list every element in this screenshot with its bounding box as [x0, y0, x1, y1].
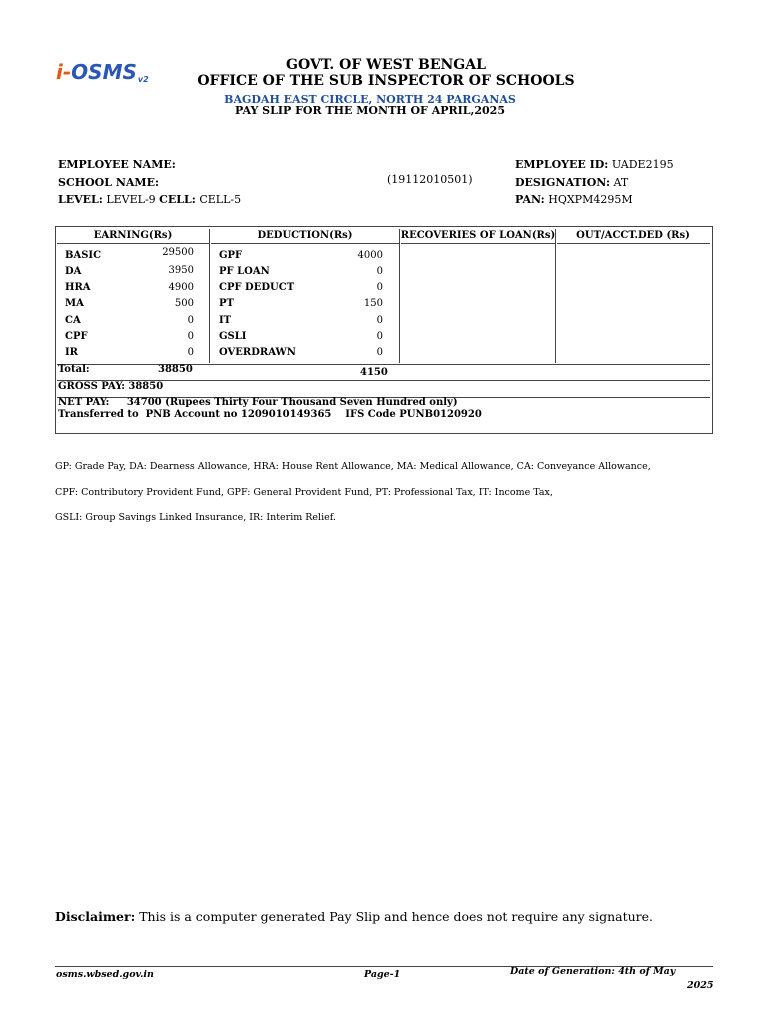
footer-date-line1: Date of Generation: 4th of May: [510, 966, 676, 977]
earning-value: 0: [187, 315, 194, 326]
disclaimer-label: Disclaimer:: [55, 909, 136, 924]
total-label: Total:: [58, 364, 90, 375]
employee-name-row: [58, 158, 176, 171]
cell-label: CELL:: [159, 193, 196, 206]
pan-row: [515, 193, 633, 206]
deduction-label: GSLI: [219, 331, 247, 342]
deduction-label: IT: [219, 315, 232, 326]
col-deduction-header: DEDUCTION(Rs): [257, 230, 353, 241]
employee-id-label: EMPLOYEE ID:: [515, 158, 609, 171]
deduction-value: 0: [376, 347, 383, 358]
deduction-value: 150: [363, 298, 383, 309]
cell-value: CELL-5: [199, 193, 242, 206]
net-pay-label: NET PAY:: [58, 397, 110, 408]
earning-label: DA: [65, 266, 82, 277]
employee-id-value: UADE2195: [611, 158, 674, 171]
legend-line-3: GSLI: Group Savings Linked Insurance, IR: Interim Relief.: [55, 512, 336, 523]
header-circle: BAGDAH EAST CIRCLE, NORTH 24 PARGANAS: [224, 93, 516, 106]
logo-version: v2: [137, 75, 149, 84]
col-recoveries-header: RECOVERIES OF LOAN(Rs): [400, 230, 556, 241]
pan-value: HQXPM4295M: [548, 193, 633, 206]
osms-logo: [56, 60, 149, 84]
net-pay-row: [58, 397, 458, 408]
earning-label: CA: [65, 315, 81, 326]
earning-value: 4900: [168, 282, 194, 293]
deduction-value: 4000: [357, 250, 383, 261]
disclaimer: [55, 909, 653, 924]
legend-line-1: GP: Grade Pay, DA: Dearness Allowance, HRA: House Rent Allowance, MA: Medical Allowance, CA: Conveyance Allowance,: [55, 461, 651, 472]
earning-value: 500: [174, 298, 194, 309]
designation-row: [515, 176, 628, 189]
earning-label: MA: [65, 298, 84, 309]
footer-page: Page-1: [364, 969, 401, 980]
transfer-details: Transferred to PNB Account no 1209010149365 IFS Code PUNB0120920: [58, 409, 482, 420]
total-deduction: 4150: [360, 367, 388, 378]
hdr-line-3: [401, 243, 555, 244]
level-value: LEVEL-9: [106, 193, 156, 206]
deduction-value: 0: [376, 282, 383, 293]
gross-pay: GROSS PAY: 38850: [58, 381, 164, 392]
totals-top-line: [57, 364, 710, 365]
logo-part1: i-: [56, 60, 72, 84]
col-divider-1: [209, 229, 210, 363]
designation-label: DESIGNATION:: [515, 176, 611, 189]
school-code: (19112010501): [387, 173, 473, 186]
col-divider-3: [555, 229, 556, 363]
deduction-label: OVERDRAWN: [219, 347, 296, 358]
col-earning-header: EARNING(Rs): [93, 230, 173, 241]
earning-label: CPF: [65, 331, 88, 342]
earning-label: BASIC: [65, 250, 102, 261]
level-cell-row: [58, 193, 241, 206]
earning-value: 0: [187, 347, 194, 358]
deduction-value: 0: [376, 315, 383, 326]
deduction-label: PT: [219, 298, 234, 309]
deduction-value: 0: [376, 266, 383, 277]
header-month: PAY SLIP FOR THE MONTH OF APRIL,2025: [235, 104, 505, 117]
deduction-label: PF LOAN: [219, 266, 270, 277]
deduction-value: 0: [376, 331, 383, 342]
hdr-line-1: [57, 243, 209, 244]
total-earning: 38850: [158, 364, 193, 375]
pan-label: PAN:: [515, 193, 545, 206]
school-name-row: [58, 176, 159, 189]
col-divider-2: [399, 229, 400, 363]
net-pay-value: 34700 (Rupees Thirty Four Thousand Seven Hundred only): [126, 397, 458, 408]
deduction-label: GPF: [219, 250, 243, 261]
hdr-line-2: [211, 243, 399, 244]
level-label: LEVEL:: [58, 193, 103, 206]
employee-id-row: [515, 158, 674, 171]
footer-date-line2: 2025: [687, 980, 714, 991]
earning-value: 29500: [162, 247, 194, 258]
earning-label: HRA: [65, 282, 91, 293]
school-name-label: SCHOOL NAME:: [58, 176, 160, 189]
earning-value: 0: [187, 331, 194, 342]
designation-value: AT: [613, 176, 629, 189]
disclaimer-text: This is a computer generated Pay Slip and hence does not require any signature.: [139, 909, 654, 924]
footer-site: osms.wbsed.gov.in: [56, 969, 154, 980]
col-outacct-header: OUT/ACCT.DED (Rs): [576, 230, 690, 241]
earning-label: IR: [65, 347, 78, 358]
hdr-line-4: [557, 243, 710, 244]
header-govt: GOVT. OF WEST BENGAL: [286, 57, 486, 73]
deduction-label: CPF DEDUCT: [219, 282, 295, 293]
header-office: OFFICE OF THE SUB INSPECTOR OF SCHOOLS: [197, 73, 575, 89]
logo-part2: OSMS: [71, 60, 137, 84]
earning-value: 3950: [168, 265, 194, 276]
legend-line-2: CPF: Contributory Provident Fund, GPF: General Provident Fund, PT: Professional Tax, IT: Income Tax,: [55, 487, 553, 498]
employee-name-label: EMPLOYEE NAME:: [58, 158, 176, 171]
